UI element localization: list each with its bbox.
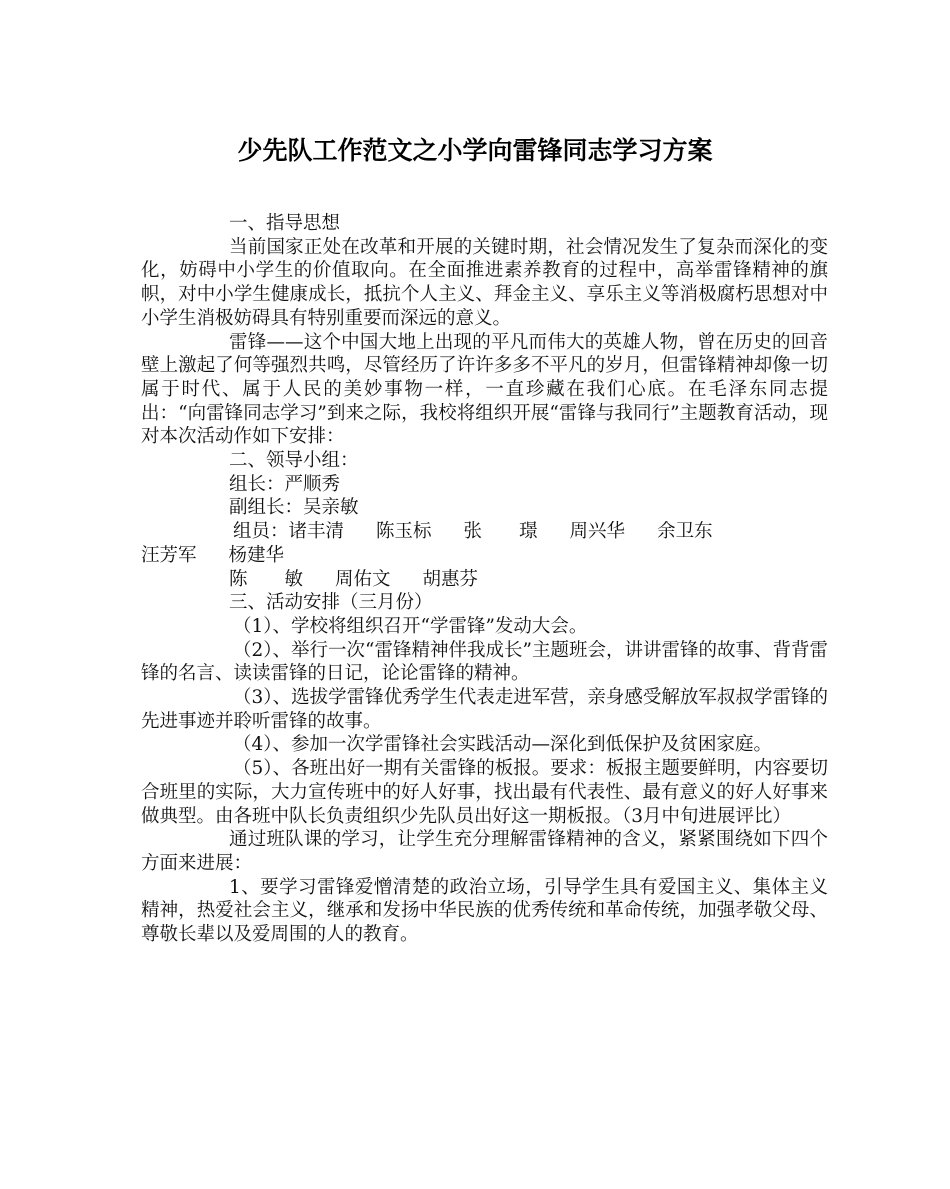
activity-item: （3）、选拔学雷锋优秀学生代表走进军营，亲身感受解放军叔叔学雷锋的先进事迹并聆听雷锋的故事。: [141, 687, 828, 732]
member-name: 周兴华: [569, 521, 626, 543]
members-line-1: [141, 520, 828, 544]
activity-item: （4）、参加一次学雷锋社会实践活动—深化到低保护及贫困家庭。: [233, 734, 773, 756]
paragraph: 当前国家正处在改革和开展的关键时期，社会情况发生了复杂而深化的变化，妨碍中小学生的价值取向。在全面推进素养教育的过程中，高举雷锋精神的旗帜，对中小学生健康成长，抵抗个人主义、拜金主义、享乐主义等消极腐朽思想对中小学生消极妨碍具有特别重要而深远的意义。: [141, 236, 828, 329]
members-line-2: [141, 544, 828, 568]
member-name: 汪芳军: [141, 544, 197, 566]
member-name: 陈玉标: [376, 521, 432, 543]
member-name: 陈 敏: [229, 568, 304, 590]
vice-group-leader: 副组长：吴亲敏: [229, 497, 359, 519]
activity-item: （1）、学校将组织召开“学雷锋”发动大会。: [233, 615, 588, 637]
section-heading-activity-schedule: 三、活动安排（三月份）: [229, 592, 433, 614]
document-title: 少先队工作范文之小学向雷锋同志学习方案: [237, 136, 713, 165]
activity-item: （5）、各班出好一期有关雷锋的板报。要求：板报主题要鲜明，内容要切合班里的实际，大力宣传班中的好人好事，找出最有代表性、最有意义的好人好事来做典型。由各班中队长负责组织少先队员出好这一期板报。（3月中旬进展评比）: [141, 758, 828, 827]
members-label: 组员：诸丰清: [233, 521, 345, 543]
group-leader: 组长：严顺秀: [229, 473, 341, 495]
activity-item: （2）、举行一次“雷锋精神伴我成长”主题班会，讲讲雷锋的故事、背背雷锋的名言、读读雷锋的日记，论论雷锋的精神。: [141, 639, 828, 685]
member-name: 张 璟: [463, 521, 538, 543]
section-heading-leadership-group: 二、领导小组：: [229, 450, 359, 472]
document-body: [141, 212, 828, 947]
paragraph: 雷锋——这个中国大地上出现的平凡而伟大的英雄人物，曾在历史的回音壁上激起了何等强烈共鸣，尽管经历了许许多多不平凡的岁月，但雷锋精神却像一切属于时代、属于人民的美妙事物一样，一直珍藏在我们心底。在毛泽东同志提出：“向雷锋同志学习”到来之际，我校将组织开展“雷锋与我同行”主题教育活动，现对本次活动作如下安排：: [141, 331, 828, 448]
paragraph: 通过班队课的学习，让学生充分理解雷锋精神的含义，紧紧围绕如下四个方面来进展：: [141, 829, 828, 874]
member-name: 杨建华: [228, 544, 285, 566]
members-line-3: [141, 568, 828, 592]
member-name: 余卫东: [657, 521, 713, 543]
paragraph: 1、要学习雷锋爱憎清楚的政治立场，引导学生具有爱国主义、集体主义精神，热爱社会主义，继承和发扬中华民族的优秀传统和革命传统，加强孝敬父母、尊敬长辈以及爱周围的人的教育。: [141, 876, 828, 946]
section-heading-guiding-ideology: 一、指导思想: [229, 213, 341, 234]
member-name: 周佑文: [335, 568, 391, 590]
member-name: 胡惠芬: [422, 568, 479, 590]
